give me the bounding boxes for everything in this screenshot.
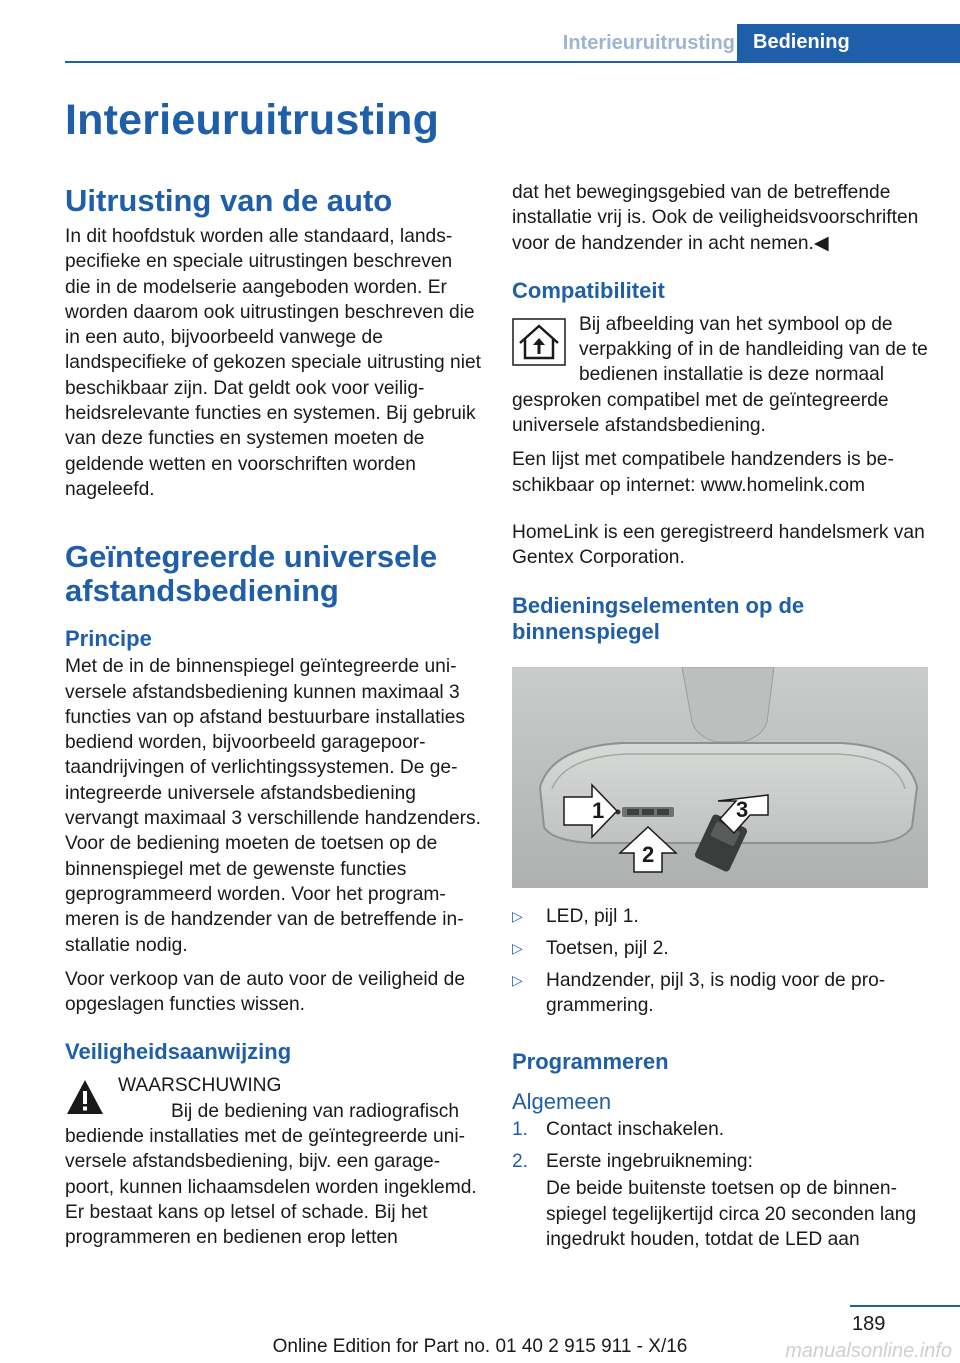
- triangle-bullet-icon: ▷: [512, 907, 523, 924]
- list-item: ▷ Handzender, pijl 3, is nodig voor de programmering.: [512, 970, 886, 1017]
- footer-rule: [850, 1305, 960, 1307]
- heading-safety: Veiligheidsaanwijzing: [65, 1039, 292, 1065]
- arrow-label-2: 2: [642, 841, 655, 867]
- steps-list: [512, 1117, 928, 1175]
- list-item: 2. Eerste ingebruikneming:: [512, 1151, 753, 1173]
- heading-principle: Principe: [65, 626, 152, 652]
- mirror-photo: [512, 667, 928, 888]
- paragraph-list: Een lijst met compatibele handzenders is beschikbaar op internet: www.homelink.com: [512, 449, 894, 496]
- footer-edition: Online Edition for Part no. 01 40 2 915 911 - X/16: [272, 1336, 688, 1357]
- homelink-house-icon: [512, 318, 566, 366]
- arrow-label-3: 3: [736, 796, 749, 822]
- step2-detail: De beide buitenste toetsen op de binnenspiegel tegelijkertijd circa 20 seconden lang ingedrukt houden, totdat de LED aan: [546, 1178, 917, 1250]
- right-column: [512, 180, 928, 1252]
- paragraph-trademark: HomeLink is een geregistreerd handelsmerk van Gentex Corporation.: [512, 521, 925, 569]
- heading-controls: Bedieningselementen op de binnenspiegel: [512, 592, 805, 644]
- heading-general: Algemeen: [512, 1088, 612, 1114]
- heading-compatibility: Compatibiliteit: [512, 277, 665, 303]
- list-item: ▷ LED, pijl 1.: [512, 904, 928, 929]
- header-section: Interieuruitrusting: [562, 32, 735, 54]
- triangle-bullet-icon: ▷: [512, 939, 523, 956]
- triangle-bullet-icon: ▷: [512, 972, 523, 989]
- warning-triangle-icon: [65, 1077, 105, 1117]
- warning-text: Bij de bediening van radiografisch bediende installaties met de geïntegreerde universele afstandsbediening, bijv. een garagepoort, kunnen lichaamsdelen worden ingeklemd. Er bestaat kans op letsel of schade. Bij het programmeren en bedienen erop letten: [65, 1100, 477, 1249]
- header-chapter-tab[interactable]: Bediening: [737, 24, 960, 61]
- warning-label: WAARSCHUWING: [118, 1075, 282, 1097]
- paragraph-continued: dat het bewegingsgebied van de betreffende installatie vrij is. Ook de veiligheidsvoorschriften voor de handzender in acht nemen.◀: [512, 182, 919, 254]
- heading-equipment: Uitrusting van de auto: [65, 183, 393, 218]
- header-rule: [65, 61, 960, 63]
- paragraph-equipment: In dit hoofdstuk worden alle standaard, landspecifieke en speciale uitrustingen beschreven die in de modelserie aangeboden worden. Er worden daarom ook uitrustingen beschreven die in een auto, bijvoorbeeld vanwege de landspecifieke of gekozen speciale uitrusting niet beschikbaar zijn. Dat geldt ook voor veiligheidsrelevante functies en systemen. Bij gebruik van deze functies en systemen moeten de geldende wetten en voorschriften worden nageleefd.: [65, 226, 481, 500]
- paragraph-principle: Met de in de binnenspiegel geïntegreerde universele afstandsbediening kunnen maximaal 3 functies van op afstand bestuurbare installaties bediend worden, bijvoorbeeld garagepoortaandrijvingen of verlichtingssystemen. De geintegreerde universele afstandsbediening vervangt maximaal 3 verschillende handzenders. Voor de bediening moeten de toetsen op de binnenspiegel met de gewenste functies geprogrammeerd worden. Voor het programmeren is de handzender van de betreffende installatie nodig.: [65, 656, 481, 956]
- compatibility-block: [512, 312, 928, 438]
- page-number: 189: [852, 1313, 886, 1335]
- component-list: [512, 904, 928, 1019]
- watermark: manualsonline.info: [785, 1340, 952, 1362]
- heading-programming: Programmeren: [512, 1048, 669, 1074]
- left-column: [65, 180, 481, 1251]
- warning-block: [65, 1073, 481, 1250]
- list-item: 1. Contact inschakelen.: [512, 1118, 725, 1140]
- list-item: ▷ Toetsen, pijl 2.: [512, 936, 928, 961]
- arrow-label-1: 1: [592, 797, 605, 823]
- heading-remote: Geïntegreerde universele afstandsbediening: [65, 539, 438, 609]
- page-title: Interieuruitrusting: [65, 96, 440, 144]
- paragraph-sale: Voor verkoop van de auto voor de veiligheid de opgeslagen functies wissen.: [65, 968, 466, 1016]
- paragraph-compatibility: Bij afbeelding van het symbool op de verpakking of in de handleiding van de te bedienen installatie is deze normaal gesproken compatibel met de geïntegreerde universele afstandsbediening.: [512, 313, 928, 437]
